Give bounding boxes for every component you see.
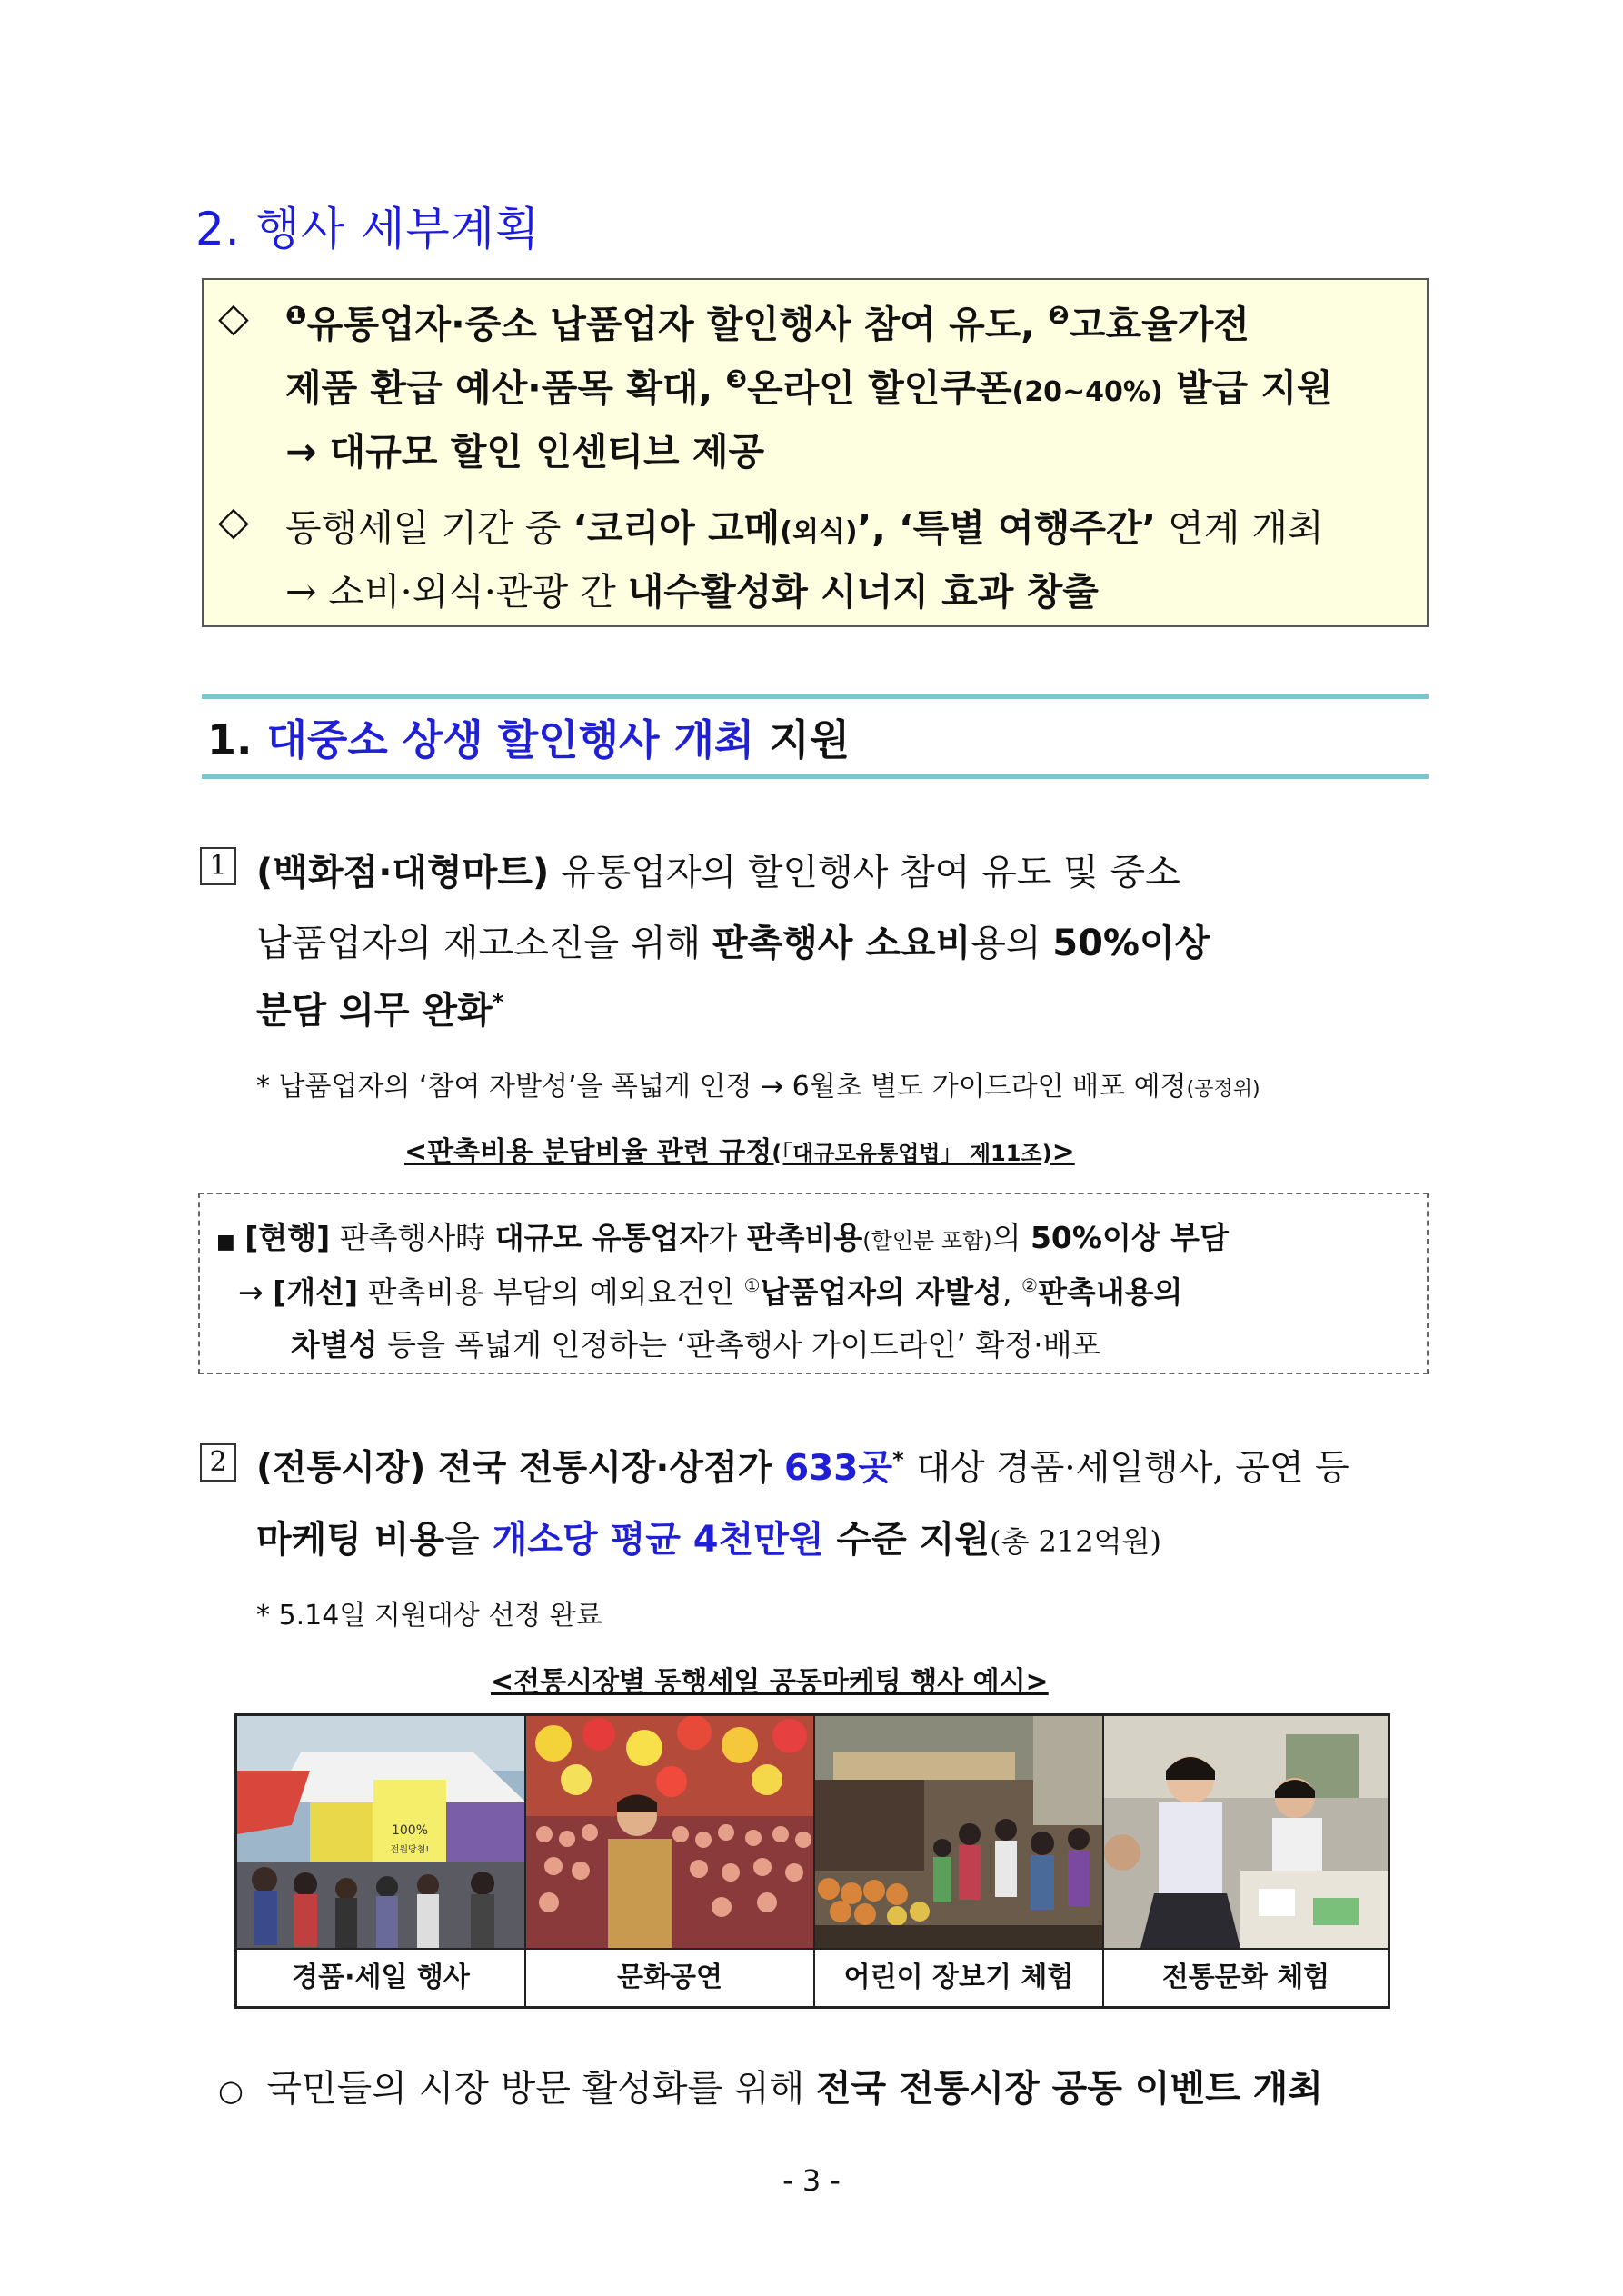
rule-line-3 [291,1322,1100,1364]
bullet-line [218,2060,1323,2111]
rule-text: 등을 폭넓게 인정하는 ‘판촉행사 가이드라인’ 확정·배포 [387,1327,1101,1363]
circled-1-icon: ① [743,1274,761,1296]
number-3-icon: ❸ [725,364,748,394]
summary-text: 고효율가전 [1069,303,1250,346]
number-1-icon: ❶ [285,300,307,331]
diamond-bullet-icon: ◇ [218,498,249,544]
section-heading [207,707,850,767]
item-text: 대상 경품·세일행사, 공연 등 [916,1448,1349,1489]
section-number: 1. [207,715,253,764]
page-number: - 3 - [782,2163,841,2198]
rule-text: 판촉비용 [746,1220,863,1255]
caption-text: (「대규모유통업법」 제11조) [772,1141,1052,1166]
summary-text: ’, ‘특별 여행주간’ [857,506,1157,550]
culture-image [1104,1716,1388,1948]
caption-text: > [1051,1136,1075,1168]
bullet-text: 국민들의 시장 방문 활성화를 위해 [266,2068,805,2110]
summary-text: 발급 지원 [1175,366,1333,410]
footnote-mark: * [892,1447,904,1472]
item2-line-2 [256,1511,1161,1562]
photo-market [815,1716,1104,1948]
number-2-icon: ❷ [1048,300,1070,331]
item-highlight: 개소당 평균 4천만원 [492,1519,824,1561]
summary-text: 동행세일 기간 중 [285,506,562,550]
summary-line-1 [285,294,1250,348]
rule-text: 판촉행사時 [339,1220,486,1255]
summary-line-5 [285,562,1099,615]
footnote-mark: * [492,989,504,1015]
summary-text: → 소비·외식·관광 간 [285,570,616,614]
item-text: 유통업자의 할인행사 참여 유도 및 중소 [560,852,1180,893]
photo-label: 전통문화 체험 [1104,1948,1388,2006]
sign-text: 전원당첨! [390,1845,430,1855]
circle-bullet-icon: ○ [218,2073,244,2108]
photo-table [234,1713,1390,2009]
photo-concert [526,1716,815,1948]
rule-text: 차별성 [291,1327,378,1363]
summary-text: (20~40%) [1011,376,1163,408]
summary-text: 유통업자·중소 납품업자 할인행사 참여 유도, [306,303,1035,346]
rule-text: , [1002,1274,1012,1310]
item2-line-1 [256,1440,1349,1491]
summary-text: (외식) [780,516,858,548]
item2-note: * 5.14일 지원대상 선정 완료 [256,1600,602,1632]
item-text: 마케팅 비용 [256,1519,445,1561]
photo-caption: <전통시장별 동행세일 공동마케팅 행사 예시> [491,1666,1049,1698]
photo-label: 어린이 장보기 체험 [815,1948,1104,2006]
summary-line-4 [285,498,1324,552]
item1-line-2 [256,914,1210,966]
item-text: (총 212억원) [989,1524,1161,1559]
item1-line-3 [256,982,503,1033]
summary-text: 온라인 할인쿠폰 [747,366,1012,410]
photo-label: 경품·세일 행사 [237,1948,526,2006]
arrow-icon: → [238,1274,264,1310]
summary-line-2 [285,358,1333,412]
photo-label: 문화공연 [526,1948,815,2006]
item-text: (전통시장) [256,1448,426,1489]
item-text: 납품업자의 재고소진을 위해 [256,923,702,964]
item-text: 수준 지원 [836,1519,990,1561]
rule-text: 가 [708,1220,738,1255]
item-text: 용의 [971,923,1041,964]
item-text: 분담 의무 완화 [256,990,493,1032]
divider [202,774,1429,779]
rule-text: [현행] [244,1220,331,1255]
rule-line-2 [238,1269,1182,1312]
summary-text: 제품 환급 예산·품목 확대, [285,366,713,410]
item-highlight: 633곳 [783,1448,893,1489]
rule-caption [404,1129,1075,1169]
square-bullet-icon: ■ [216,1231,235,1253]
section-title-tail: 지원 [769,715,851,764]
rule-text: [개선] [273,1274,359,1310]
item-text: 판촉행사 소요비 [712,923,971,964]
concert-image [526,1716,815,1948]
section-title-highlight: 대중소 상생 할인행사 개최 [266,715,755,764]
rule-text: 판촉비용 부담의 예외요건인 [367,1274,735,1310]
rule-box [198,1193,1429,1374]
note-text: * 납품업자의 ‘참여 자발성’을 폭넓게 인정 → 6월초 별도 가이드라인 배포 예정 [256,1071,1187,1103]
item1-note [256,1063,1260,1103]
item-text: 전국 전통시장·상점가 [437,1448,772,1489]
rule-text: 판촉내용의 [1037,1274,1183,1310]
sale-event-image [237,1716,526,1948]
divider [202,694,1429,699]
item-number-box: 2 [200,1443,236,1482]
caption-text: <판촉비용 분담비율 관련 규정 [404,1136,772,1168]
section-title: 2. 행사 세부계획 [195,203,541,255]
item-text: 50%이상 [1052,923,1210,964]
sign-text: 100% [391,1823,429,1838]
photo-culture [1104,1716,1388,1948]
rule-line-1 [216,1214,1229,1257]
note-text: (공정위) [1186,1078,1260,1101]
summary-text: ‘코리아 고메 [573,506,781,550]
item-text: (백화점·대형마트) [256,852,550,893]
rule-text: (할인분 포함) [862,1228,992,1253]
photo-sale-event [237,1716,526,1948]
rule-text: 대규모 유통업자 [494,1220,709,1255]
item1-line-1 [256,844,1180,895]
bullet-text: 전국 전통시장 공동 이벤트 개최 [815,2068,1323,2110]
summary-line-3: → 대규모 할인 인센티브 제공 [285,430,765,474]
diamond-bullet-icon: ◇ [218,294,249,341]
summary-text: 내수활성화 시너지 효과 창출 [627,570,1099,614]
market-image [815,1716,1104,1948]
summary-text: 연계 개최 [1168,506,1324,550]
rule-text: 의 [991,1220,1021,1255]
circled-2-icon: ② [1021,1274,1038,1296]
item-number-box: 1 [200,847,236,885]
summary-box [202,278,1429,627]
item-text: 을 [444,1519,480,1561]
rule-text: 납품업자의 자발성 [760,1274,1003,1310]
rule-text: 50%이상 부담 [1030,1220,1229,1255]
